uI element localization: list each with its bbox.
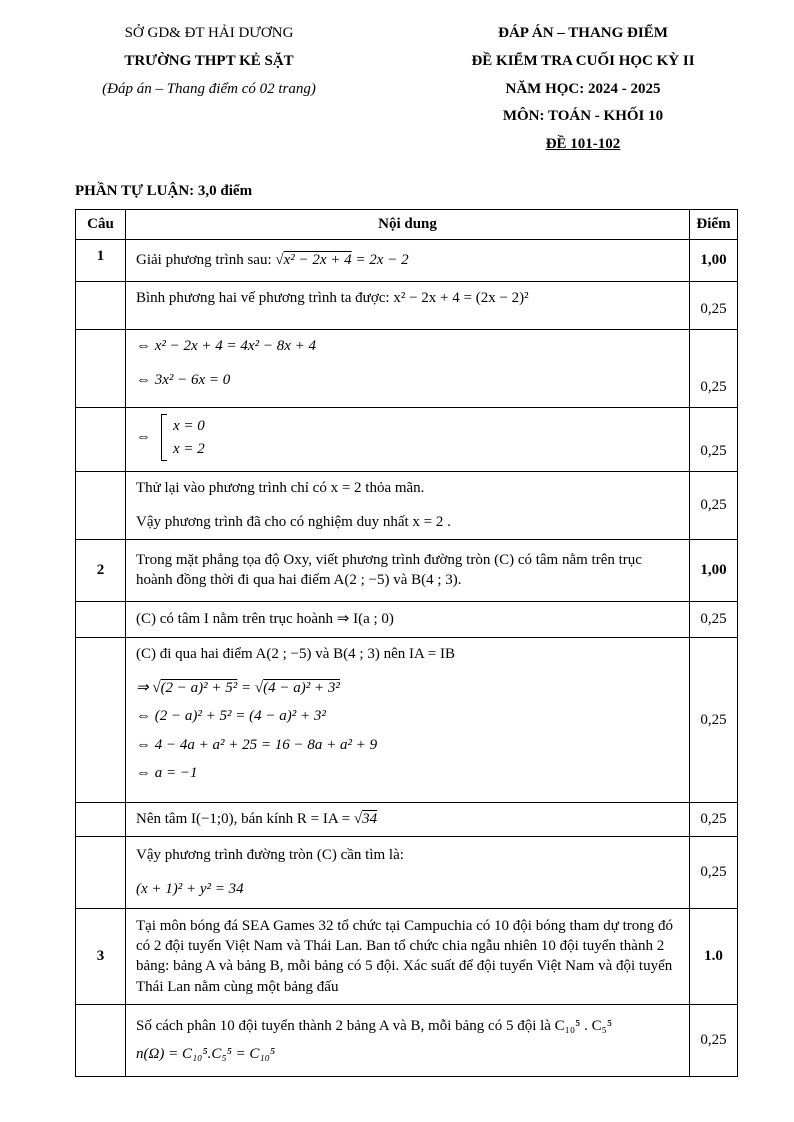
row-content: Tại môn bóng đá SEA Games 32 tổ chức tại Campuchia có 10 đội bóng tham dự trong đó có 2 đội tuyển Việt Nam và Thái Lan. Ban tổ chức chia ngẫu nhiên 10 đội tuyển thành 2 bảng: bảng A và bảng B, mỗi bảng có 5 đội. Xác suất để đội tuyển Việt Nam và đội tuyển Thái Lan nằm cùng một bảng đấu — [126, 908, 690, 1004]
answer-key-title: ĐÁP ÁN – THANG ĐIỂM — [498, 25, 668, 41]
radicand-right: (4 − a)² + 3² — [263, 680, 340, 696]
text-line: Vậy phương trình đã cho có nghiệm duy nhất x = 2 . — [136, 514, 451, 531]
math-line: n(Ω) = C₁₀⁵.C₅⁵ = C₁₀⁵ — [136, 1046, 276, 1063]
row-content — [126, 637, 690, 802]
answer-table — [75, 209, 738, 1077]
column-header-cau: Câu — [76, 209, 126, 239]
text-line: Số cách phân 10 đội tuyển thành 2 bảng A và B, mỗi bảng có 5 đội là C₁₀⁵ . C₅⁵ — [136, 1018, 613, 1034]
question-number: 1 — [76, 239, 126, 281]
subject-grade: MÔN: TOÁN - KHỐI 10 — [502, 108, 664, 125]
radicand-34: 34 — [362, 811, 378, 828]
sqrt-equation-line — [136, 678, 679, 698]
row-content — [126, 407, 690, 471]
document-header — [75, 24, 738, 163]
math-line: ⇔ a = −1 — [136, 764, 198, 781]
row-content — [126, 329, 690, 407]
table-header-row — [76, 209, 738, 239]
table-row — [76, 329, 738, 407]
row-content — [126, 239, 690, 281]
points-cell: 0,25 — [690, 471, 738, 539]
header-left — [75, 24, 343, 163]
points-cell: 0,25 — [690, 836, 738, 908]
table-row — [76, 471, 738, 539]
text-line: (C) đi qua hai điểm A(2 ; −5) và B(4 ; 3) nên IA = IB — [136, 645, 455, 662]
row-content: Bình phương hai vế phương trình ta được: x² − 2x + 4 = (2x − 2)² — [126, 281, 690, 329]
q1-equation-rhs: = 2x − 2 — [351, 252, 409, 269]
table-row — [76, 802, 738, 836]
question-number-empty — [76, 802, 126, 836]
row-content: Trong mặt phẳng tọa độ Oxy, viết phương trình đường tròn (C) có tâm nằm trên trục hoành đồng thời đi qua hai điểm A(2 ; −5) và B(4 ; 3). — [126, 539, 690, 601]
math-line: (x + 1)² + y² = 34 — [136, 881, 244, 898]
points-cell: 0,25 — [690, 407, 738, 471]
row-content — [126, 836, 690, 908]
math-line: ⇔ 3x² − 6x = 0 — [136, 372, 231, 388]
school-year: NĂM HỌC: 2024 - 2025 — [505, 80, 661, 97]
question-number-empty — [76, 407, 126, 471]
q1-radicand: x² − 2x + 4 — [283, 252, 352, 269]
column-header-noidung: Nội dung — [126, 209, 690, 239]
case-2: x = 2 — [173, 441, 205, 457]
section-title: PHẦN TỰ LUẬN: 3,0 điểm — [75, 182, 253, 199]
math-line: ⇔ x² − 2x + 4 = 4x² − 8x + 4 — [136, 337, 316, 354]
table-row — [76, 601, 738, 637]
table-row — [76, 539, 738, 601]
table-row — [76, 281, 738, 329]
points-cell: 1.0 — [690, 908, 738, 1004]
row-content — [126, 1004, 690, 1076]
case-1: x = 0 — [173, 417, 205, 434]
question-number: 2 — [76, 539, 126, 601]
equals-sqrt: = √ — [237, 680, 264, 696]
points-cell: 0,25 — [690, 329, 738, 407]
cases-bracket — [161, 414, 205, 462]
header-note: (Đáp án – Thang điểm có 02 trang) — [102, 80, 316, 97]
points-cell: 0,25 — [690, 1004, 738, 1076]
equiv-arrow: ⇔ — [136, 429, 151, 446]
sqrt-sign: √ — [275, 252, 284, 269]
table-row — [76, 1004, 738, 1076]
q1-statement-text: Giải phương trình sau: — [136, 252, 276, 269]
question-number-empty — [76, 836, 126, 908]
department-name: SỞ GD& ĐT HẢI DƯƠNG — [124, 25, 294, 41]
math-line: ⇔ (2 − a)² + 5² = (4 − a)² + 3² — [136, 708, 326, 725]
radicand-left: (2 − a)² + 5² — [160, 680, 238, 696]
implies-sqrt: ⇒ √ — [136, 680, 161, 696]
row-content: (C) có tâm I nằm trên trục hoành ⇒ I(a ; 0) — [126, 601, 690, 637]
table-row — [76, 407, 738, 471]
question-number-empty — [76, 1004, 126, 1076]
points-cell: 0,25 — [690, 802, 738, 836]
column-header-diem: Điểm — [690, 209, 738, 239]
points-cell: 0,25 — [690, 637, 738, 802]
table-row — [76, 836, 738, 908]
table-row — [76, 637, 738, 802]
points-cell: 1,00 — [690, 239, 738, 281]
points-cell: 1,00 — [690, 539, 738, 601]
text-line: Thử lại vào phương trình chỉ có x = 2 thỏa mãn. — [136, 480, 425, 496]
question-number-empty — [76, 281, 126, 329]
exam-code: ĐỀ 101-102 — [545, 136, 621, 152]
school-name: TRƯỜNG THPT KẺ SẶT — [124, 52, 294, 69]
text-line: Vậy phương trình đường tròn (C) cần tìm là: — [136, 847, 404, 863]
question-number-empty — [76, 329, 126, 407]
table-row — [76, 908, 738, 1004]
question-number-empty — [76, 601, 126, 637]
question-number-empty — [76, 637, 126, 802]
question-number-empty — [76, 471, 126, 539]
exam-title: ĐỀ KIỂM TRA CUỐI HỌC KỲ II — [471, 52, 695, 69]
points-cell: 0,25 — [690, 601, 738, 637]
row-content — [126, 471, 690, 539]
points-cell: 0,25 — [690, 281, 738, 329]
text-line: Nên tâm I(−1;0), bán kính R = IA = √ — [136, 811, 363, 828]
table-row — [76, 239, 738, 281]
math-line: ⇔ 4 − 4a + a² + 25 = 16 − 8a + a² + 9 — [136, 736, 378, 753]
header-right — [428, 24, 738, 163]
question-number: 3 — [76, 908, 126, 1004]
row-content — [126, 802, 690, 836]
cases-line — [136, 414, 679, 462]
